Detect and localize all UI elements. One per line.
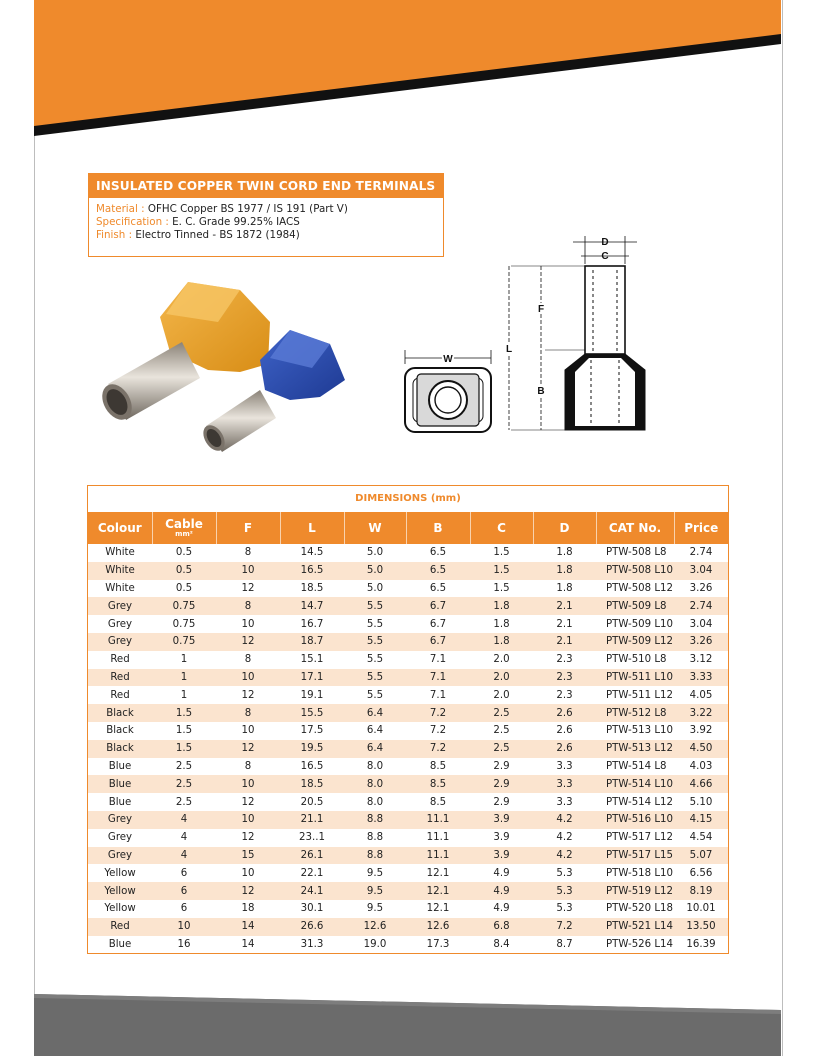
cell-w: 5.5 (344, 633, 406, 651)
cell-price: 16.39 (686, 938, 716, 950)
cell-cable: 1.5 (152, 704, 216, 722)
col-l: L (280, 512, 344, 544)
cell-w: 8.8 (344, 811, 406, 829)
cell-cat-no: PTW-521 L14 (596, 918, 674, 936)
cell-f: 12 (241, 832, 255, 844)
cell-w: 5.0 (366, 547, 384, 559)
cell-b: 11.1 (426, 832, 450, 844)
cell-c: 1.8 (470, 633, 533, 651)
cell-w: 6.4 (366, 725, 384, 737)
cell-w: 9.5 (344, 882, 406, 900)
cell-f: 8 (244, 654, 252, 666)
cell-w: 6.4 (344, 740, 406, 758)
table-row (88, 615, 728, 633)
cell-cat-no: PTW-517 L12 (606, 832, 674, 844)
cell-f: 12 (216, 633, 280, 651)
cell-price: 2.74 (689, 547, 713, 559)
bottom-banner (0, 990, 816, 1056)
col-b: B (406, 512, 470, 544)
cell-cable: 10 (152, 918, 216, 936)
cell-f: 10 (216, 811, 280, 829)
cell-d: 2.3 (556, 689, 573, 701)
table-row (88, 900, 728, 918)
cell-d: 3.3 (556, 796, 573, 808)
cell-cat-no: PTW-520 L18 (606, 903, 674, 915)
col-d: D (533, 512, 596, 544)
cell-d: 4.2 (533, 811, 596, 829)
cell-c: 2.9 (470, 775, 533, 793)
cell-l: 24.1 (280, 882, 344, 900)
cell-f: 14 (216, 918, 280, 936)
product-spec-box (88, 173, 444, 257)
cell-c: 2.5 (493, 725, 510, 737)
cell-cat-no: PTW-509 L10 (606, 618, 674, 630)
cell-f: 10 (241, 725, 255, 737)
cell-f: 15 (216, 847, 280, 865)
cell-cat-no: PTW-509 L8 (596, 597, 674, 615)
cell-w: 12.6 (344, 918, 406, 936)
cell-l: 16.5 (300, 760, 324, 772)
cell-w: 8.8 (344, 847, 406, 865)
cell-cat-no: PTW-508 L8 (606, 547, 667, 559)
cell-colour: Red (110, 689, 130, 701)
cell-c: 2.0 (470, 669, 533, 687)
cell-l: 17.1 (280, 669, 344, 687)
cell-cat-no: PTW-514 L12 (606, 796, 674, 808)
table-row (88, 758, 728, 776)
cell-w: 5.0 (366, 582, 384, 594)
cell-l: 20.5 (300, 796, 324, 808)
cell-price: 6.56 (689, 867, 713, 879)
cell-price: 13.50 (674, 918, 728, 936)
cell-d: 5.3 (533, 882, 596, 900)
cell-l: 14.7 (280, 597, 344, 615)
table-row (88, 562, 728, 580)
dimensions-table-box (87, 485, 729, 954)
table-row (88, 918, 728, 936)
cell-colour: Black (88, 704, 152, 722)
spec-finish: Finish : Electro Tinned - BS 1872 (1984) (96, 229, 300, 241)
dimensions-title: DIMENSIONS (mm) (355, 493, 461, 504)
cell-price: 4.03 (689, 760, 713, 772)
cell-d: 7.2 (533, 918, 596, 936)
label-b: B (537, 386, 545, 397)
cell-w: 8.0 (344, 775, 406, 793)
cell-c: 2.9 (493, 796, 510, 808)
cell-b: 8.5 (429, 796, 447, 808)
cell-d: 4.2 (533, 847, 596, 865)
cell-w: 5.5 (344, 669, 406, 687)
col-f: F (216, 512, 280, 544)
cell-colour: Blue (108, 760, 132, 772)
cell-cable: 4 (180, 832, 188, 844)
cell-price: 5.07 (674, 847, 728, 865)
cell-c: 2.5 (470, 704, 533, 722)
cell-c: 4.9 (493, 867, 510, 879)
cell-w: 5.5 (344, 597, 406, 615)
cell-f: 12 (241, 796, 255, 808)
cell-b: 8.5 (406, 775, 470, 793)
cell-l: 16.7 (300, 618, 324, 630)
table-row (88, 811, 728, 829)
cell-d: 2.3 (533, 669, 596, 687)
cell-l: 17.5 (300, 725, 324, 737)
cell-l: 15.1 (300, 654, 324, 666)
cell-cable: 2.5 (175, 796, 193, 808)
cell-b: 7.2 (406, 740, 470, 758)
table-row (88, 829, 728, 847)
product-title: INSULATED COPPER TWIN CORD END TERMINALS (89, 174, 443, 198)
cell-w: 8.0 (366, 796, 384, 808)
cell-price: 3.33 (674, 669, 728, 687)
cell-cat-no: PTW-514 L8 (606, 760, 667, 772)
cell-colour: Red (88, 918, 152, 936)
table-row (88, 882, 728, 900)
cell-cable: 1 (180, 689, 188, 701)
cell-d: 2.3 (556, 654, 573, 666)
cell-c: 1.8 (493, 618, 510, 630)
cell-c: 1.5 (493, 547, 510, 559)
cell-b: 6.7 (429, 618, 447, 630)
cell-c: 6.8 (470, 918, 533, 936)
cell-cat-no: PTW-514 L10 (596, 775, 674, 793)
cell-price: 3.04 (674, 562, 728, 580)
cell-cat-no: PTW-508 L10 (596, 562, 674, 580)
cell-w: 19.0 (363, 938, 387, 950)
cell-l: 21.1 (280, 811, 344, 829)
cell-w: 9.5 (366, 903, 384, 915)
table-row (88, 740, 728, 758)
dimensions-table (88, 512, 728, 953)
cell-d: 2.6 (556, 725, 573, 737)
cell-f: 12 (216, 740, 280, 758)
cell-l: 22.1 (300, 867, 324, 879)
cell-d: 4.2 (556, 832, 573, 844)
cell-c: 1.5 (493, 582, 510, 594)
cell-c: 2.0 (493, 654, 510, 666)
cell-colour: Grey (88, 633, 152, 651)
cell-c: 4.9 (493, 903, 510, 915)
spec-specification: Specification : E. C. Grade 99.25% IACS (96, 216, 300, 228)
cell-c: 3.9 (493, 832, 510, 844)
cell-colour: Yellow (104, 867, 136, 879)
cell-c: 8.4 (493, 938, 510, 950)
cell-b: 6.7 (406, 633, 470, 651)
cell-f: 8 (244, 760, 252, 772)
cell-cable: 0.5 (175, 547, 193, 559)
cell-cable: 1.5 (152, 740, 216, 758)
cell-cat-no: PTW-517 L15 (596, 847, 674, 865)
cell-f: 10 (241, 618, 255, 630)
cell-cable: 0.75 (172, 618, 196, 630)
cell-cat-no: PTW-519 L12 (596, 882, 674, 900)
cell-c: 1.5 (470, 562, 533, 580)
cell-d: 5.3 (556, 867, 573, 879)
cell-colour: Yellow (104, 903, 136, 915)
cell-f: 14 (241, 938, 255, 950)
cell-cat-no: PTW-509 L12 (596, 633, 674, 651)
col-price: Price (674, 512, 728, 544)
cell-f: 10 (241, 867, 255, 879)
table-row (88, 669, 728, 687)
side-view (509, 236, 645, 430)
cell-cable: 6 (180, 867, 188, 879)
cell-b: 8.5 (429, 760, 447, 772)
cell-l: 15.5 (280, 704, 344, 722)
cell-l: 23..1 (299, 832, 325, 844)
cell-b: 12.6 (406, 918, 470, 936)
table-row (88, 597, 728, 615)
cell-d: 1.8 (556, 547, 573, 559)
cell-cat-no: PTW-518 L10 (606, 867, 674, 879)
table-row (88, 686, 728, 704)
cell-cat-no: PTW-526 L14 (606, 938, 674, 950)
cell-colour: Yellow (88, 882, 152, 900)
table-row (88, 864, 728, 882)
product-photo (100, 272, 360, 457)
top-banner (0, 0, 816, 140)
cell-cat-no: PTW-511 L12 (606, 689, 674, 701)
cell-b: 11.1 (406, 811, 470, 829)
cell-f: 8 (216, 704, 280, 722)
cell-cat-no: PTW-513 L10 (606, 725, 674, 737)
cell-price: 5.10 (689, 796, 713, 808)
cell-cable: 0.5 (175, 582, 193, 594)
cell-colour: Blue (108, 796, 132, 808)
cell-f: 10 (216, 562, 280, 580)
cell-d: 1.8 (556, 582, 573, 594)
cell-d: 2.6 (533, 740, 596, 758)
cell-f: 12 (216, 882, 280, 900)
cell-cat-no: PTW-508 L12 (606, 582, 674, 594)
cell-w: 5.5 (366, 689, 384, 701)
cell-price: 4.50 (674, 740, 728, 758)
cell-price: 3.22 (674, 704, 728, 722)
dimension-drawing (395, 232, 665, 442)
cell-d: 2.1 (556, 618, 573, 630)
cell-colour: White (88, 562, 152, 580)
cell-l: 19.5 (280, 740, 344, 758)
cell-cat-no: PTW-513 L12 (596, 740, 674, 758)
cell-l: 18.7 (280, 633, 344, 651)
cell-colour: White (105, 547, 135, 559)
table-row (88, 722, 728, 740)
cell-price: 10.01 (686, 903, 716, 915)
cell-b: 12.1 (406, 882, 470, 900)
cell-colour: White (105, 582, 135, 594)
col-colour: Colour (88, 512, 152, 544)
cell-price: 3.26 (689, 582, 713, 594)
cell-b: 6.7 (406, 597, 470, 615)
cell-l: 16.5 (280, 562, 344, 580)
cell-b: 12.1 (426, 867, 450, 879)
table-row (88, 847, 728, 865)
label-l: L (505, 344, 513, 355)
cell-l: 26.6 (280, 918, 344, 936)
cell-cat-no: PTW-516 L10 (596, 811, 674, 829)
cell-b: 17.3 (426, 938, 450, 950)
col-c: C (470, 512, 533, 544)
cell-cable: 0.75 (152, 633, 216, 651)
table-row (88, 580, 728, 598)
col-cable: Cable mm² (152, 512, 216, 544)
cell-cable: 1.5 (175, 725, 193, 737)
cell-cable: 4 (152, 847, 216, 865)
cell-cable: 2.5 (175, 760, 193, 772)
cell-c: 2.9 (493, 760, 510, 772)
table-row (88, 544, 728, 562)
cell-colour: Grey (88, 597, 152, 615)
cell-cat-no: PTW-510 L8 (606, 654, 667, 666)
cell-colour: Blue (88, 775, 152, 793)
cell-b: 12.1 (426, 903, 450, 915)
cell-price: 3.26 (674, 633, 728, 651)
cell-cable: 16 (177, 938, 191, 950)
cell-c: 1.8 (470, 597, 533, 615)
cell-f: 8 (216, 597, 280, 615)
table-row (88, 793, 728, 811)
cell-price: 2.74 (674, 597, 728, 615)
cell-colour: Grey (107, 832, 133, 844)
cell-cable: 1 (152, 669, 216, 687)
table-row (88, 651, 728, 669)
cell-f: 8 (244, 547, 252, 559)
cell-c: 2.5 (470, 740, 533, 758)
label-d: D (601, 237, 609, 248)
cell-colour: Blue (108, 938, 132, 950)
table-row (88, 775, 728, 793)
cell-f: 10 (216, 775, 280, 793)
cell-cat-no: PTW-511 L10 (596, 669, 674, 687)
cell-w: 6.4 (344, 704, 406, 722)
cell-c: 2.0 (493, 689, 510, 701)
cell-f: 10 (216, 669, 280, 687)
cell-price: 3.92 (689, 725, 713, 737)
spec-material: Material : OFHC Copper BS 1977 / IS 191 (Part V) (96, 203, 348, 215)
cell-l: 18.5 (280, 775, 344, 793)
cell-colour: Grey (107, 618, 133, 630)
table-header-row (88, 512, 728, 544)
cell-l: 18.5 (300, 582, 324, 594)
cell-l: 19.1 (300, 689, 324, 701)
cell-price: 8.19 (674, 882, 728, 900)
spec-list (89, 198, 443, 242)
cell-d: 2.6 (533, 704, 596, 722)
label-c: C (601, 251, 609, 262)
cell-b: 6.5 (429, 547, 447, 559)
cell-w: 8.0 (366, 760, 384, 772)
cell-l: 14.5 (300, 547, 324, 559)
cell-b: 7.2 (429, 725, 447, 737)
cell-d: 3.3 (533, 775, 596, 793)
cell-cable: 6 (152, 882, 216, 900)
cell-price: 4.54 (689, 832, 713, 844)
cell-price: 4.66 (674, 775, 728, 793)
cell-colour: Black (106, 725, 134, 737)
cell-w: 5.5 (366, 654, 384, 666)
cell-b: 7.2 (406, 704, 470, 722)
col-cat-no: CAT No. (596, 512, 674, 544)
col-w: W (344, 512, 406, 544)
cell-w: 5.0 (344, 562, 406, 580)
table-row (88, 936, 728, 954)
cell-d: 2.1 (533, 633, 596, 651)
cell-b: 7.1 (406, 669, 470, 687)
cell-d: 3.3 (556, 760, 573, 772)
cell-c: 4.9 (470, 882, 533, 900)
cell-w: 9.5 (366, 867, 384, 879)
cell-cat-no: PTW-512 L8 (596, 704, 674, 722)
cell-cable: 1 (180, 654, 188, 666)
table-row (88, 633, 728, 651)
cell-cable: 0.75 (152, 597, 216, 615)
table-row (88, 704, 728, 722)
cell-cable: 4 (152, 811, 216, 829)
cell-d: 5.3 (556, 903, 573, 915)
cell-d: 2.1 (533, 597, 596, 615)
cell-b: 7.1 (429, 654, 447, 666)
cell-w: 5.5 (366, 618, 384, 630)
cell-l: 31.3 (300, 938, 324, 950)
cell-l: 26.1 (280, 847, 344, 865)
cell-price: 4.05 (689, 689, 713, 701)
cell-colour: Red (110, 654, 130, 666)
cell-cable: 0.5 (152, 562, 216, 580)
cell-colour: Grey (88, 847, 152, 865)
cell-c: 3.9 (470, 847, 533, 865)
cell-f: 12 (241, 689, 255, 701)
cell-l: 30.1 (300, 903, 324, 915)
cell-cable: 6 (180, 903, 188, 915)
cell-cable: 2.5 (152, 775, 216, 793)
cell-colour: Grey (88, 811, 152, 829)
cell-price: 3.04 (689, 618, 713, 630)
cell-b: 6.5 (429, 582, 447, 594)
label-f: F (537, 304, 545, 315)
cell-b: 7.1 (429, 689, 447, 701)
cell-colour: Red (88, 669, 152, 687)
cell-b: 6.5 (406, 562, 470, 580)
cell-b: 11.1 (406, 847, 470, 865)
cell-w: 8.8 (366, 832, 384, 844)
cell-f: 18 (241, 903, 255, 915)
cell-c: 3.9 (470, 811, 533, 829)
cell-f: 12 (241, 582, 255, 594)
cell-price: 4.15 (674, 811, 728, 829)
cable-unit: mm² (175, 530, 193, 538)
label-w: W (443, 354, 453, 365)
cell-d: 8.7 (556, 938, 573, 950)
cell-price: 3.12 (689, 654, 713, 666)
cell-d: 1.8 (533, 562, 596, 580)
cell-colour: Black (88, 740, 152, 758)
